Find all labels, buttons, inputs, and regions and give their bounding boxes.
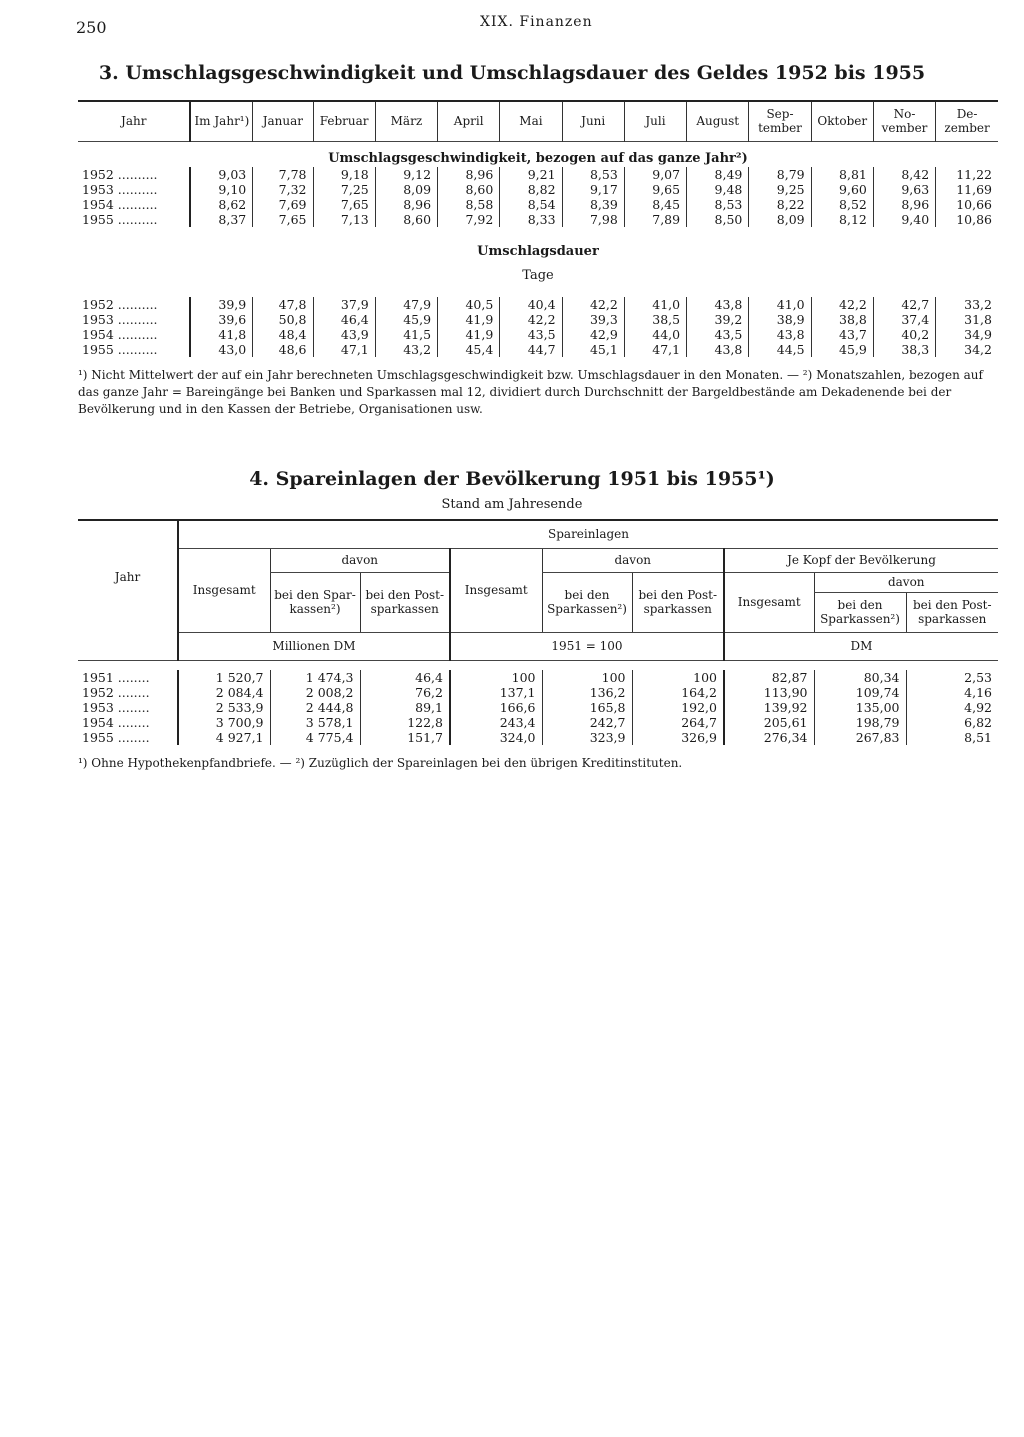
table-cell: 39,9 bbox=[190, 297, 252, 312]
table4-title: 4. Spareinlagen der Bevölkerung 1951 bis 1955¹) bbox=[249, 468, 775, 490]
table-cell: 100 bbox=[542, 670, 632, 685]
table4-header-sparkassen-2: bei den Sparkassen²) bbox=[542, 572, 632, 632]
table-cell: 38,5 bbox=[624, 312, 686, 327]
table-cell: 326,9 bbox=[632, 730, 724, 745]
table4-header-jahr: Jahr bbox=[114, 569, 141, 584]
row-year: 1952 .......... bbox=[82, 167, 158, 182]
table-cell: 166,6 bbox=[450, 700, 542, 715]
table-cell: 76,2 bbox=[360, 685, 450, 700]
row-year: 1951 ........ bbox=[82, 670, 150, 685]
table-cell: 44,0 bbox=[624, 327, 686, 342]
table-cell: 100 bbox=[632, 670, 724, 685]
table-row bbox=[78, 700, 998, 715]
table-cell: 8,96 bbox=[873, 197, 935, 212]
table-cell: 43,5 bbox=[687, 327, 749, 342]
row-year: 1952 .......... bbox=[82, 297, 158, 312]
table-cell: 9,18 bbox=[313, 167, 375, 182]
table3-header-8: Juli bbox=[624, 101, 686, 141]
table3-header-3: Februar bbox=[313, 101, 375, 141]
table-cell: 9,10 bbox=[190, 182, 252, 197]
table-cell: 43,8 bbox=[749, 327, 811, 342]
running-head: XIX. Finanzen bbox=[480, 14, 593, 30]
table-cell: 198,79 bbox=[814, 715, 906, 730]
table-cell: 10,86 bbox=[936, 212, 998, 227]
table-row bbox=[78, 342, 998, 357]
table-cell: 43,8 bbox=[687, 342, 749, 357]
table-row bbox=[78, 212, 998, 227]
table-cell: 48,4 bbox=[253, 327, 313, 342]
table-cell: 1 474,3 bbox=[270, 670, 360, 685]
table-cell: 8,53 bbox=[562, 167, 624, 182]
table-cell: 7,69 bbox=[253, 197, 313, 212]
table3-header-5: April bbox=[438, 101, 500, 141]
page-number: 250 bbox=[76, 18, 107, 37]
table-cell: 43,9 bbox=[313, 327, 375, 342]
table-cell: 324,0 bbox=[450, 730, 542, 745]
table-cell: 43,2 bbox=[375, 342, 437, 357]
table-cell: 38,8 bbox=[811, 312, 873, 327]
table3-header-12: No- vember bbox=[873, 101, 935, 141]
table-cell: 37,4 bbox=[873, 312, 935, 327]
table-cell: 8,39 bbox=[562, 197, 624, 212]
table-cell: 192,0 bbox=[632, 700, 724, 715]
table-cell: 43,7 bbox=[811, 327, 873, 342]
table3-section-speed: Umschlagsgeschwindigkeit, bezogen auf das ganze Jahr²) bbox=[328, 150, 748, 166]
table-cell: 80,34 bbox=[814, 670, 906, 685]
table-cell: 8,81 bbox=[811, 167, 873, 182]
table-cell: 7,92 bbox=[438, 212, 500, 227]
table-cell: 8,42 bbox=[873, 167, 935, 182]
table-cell: 9,03 bbox=[190, 167, 252, 182]
table-cell: 113,90 bbox=[724, 685, 814, 700]
table-cell: 47,9 bbox=[375, 297, 437, 312]
table4-header-insgesamt-3: Insgesamt bbox=[724, 572, 814, 632]
table-cell: 41,5 bbox=[375, 327, 437, 342]
table4-unit-index: 1951 = 100 bbox=[450, 632, 724, 660]
table-cell: 39,6 bbox=[190, 312, 252, 327]
row-year: 1952 ........ bbox=[82, 685, 150, 700]
table3-unit-days: Tage bbox=[522, 268, 554, 283]
row-year: 1954 .......... bbox=[82, 327, 158, 342]
table-row bbox=[78, 715, 998, 730]
table-cell: 40,2 bbox=[873, 327, 935, 342]
table-cell: 43,5 bbox=[500, 327, 562, 342]
table-cell: 4,16 bbox=[906, 685, 998, 700]
table-cell: 3 700,9 bbox=[178, 715, 270, 730]
table3 bbox=[78, 100, 998, 418]
table-cell: 8,45 bbox=[624, 197, 686, 212]
table3-title: 3. Umschlagsgeschwindigkeit und Umschlagsdauer des Geldes 1952 bis 1955 bbox=[98, 62, 926, 84]
table-cell: 2 084,4 bbox=[178, 685, 270, 700]
table-cell: 8,96 bbox=[438, 167, 500, 182]
table-cell: 39,3 bbox=[562, 312, 624, 327]
table-cell: 42,2 bbox=[500, 312, 562, 327]
table-cell: 45,9 bbox=[375, 312, 437, 327]
table-cell: 40,4 bbox=[500, 297, 562, 312]
table-cell: 48,6 bbox=[253, 342, 313, 357]
table-cell: 9,07 bbox=[624, 167, 686, 182]
table-cell: 45,4 bbox=[438, 342, 500, 357]
table4-header-post-2: bei den Post- sparkassen bbox=[632, 572, 724, 632]
table-cell: 43,8 bbox=[687, 297, 749, 312]
table-cell: 38,3 bbox=[873, 342, 935, 357]
table3-footnote: ¹) Nicht Mittelwert der auf ein Jahr berechneten Umschlagsgeschwindigkeit bzw. Umschlagsdauer in den Monaten. — ²) Monatszahlen, bezogen auf das ganze Jahr = Bareingänge bei Banken und Sparkassen mal 12, dividiert durch Durchschnitt der Bargeldbestände am Dekadenende bei der Bevölkerung und in den Kassen der Betriebe, Organisationen usw. bbox=[78, 368, 983, 416]
table-cell: 9,12 bbox=[375, 167, 437, 182]
row-year: 1955 .......... bbox=[82, 342, 158, 357]
table-row bbox=[78, 670, 998, 685]
table-cell: 9,60 bbox=[811, 182, 873, 197]
table-cell: 42,7 bbox=[873, 297, 935, 312]
table-cell: 4 775,4 bbox=[270, 730, 360, 745]
table-row bbox=[78, 197, 998, 212]
table-cell: 8,09 bbox=[375, 182, 437, 197]
table-cell: 38,9 bbox=[749, 312, 811, 327]
table-cell: 11,69 bbox=[936, 182, 998, 197]
table-cell: 46,4 bbox=[313, 312, 375, 327]
table-cell: 139,92 bbox=[724, 700, 814, 715]
table4-header-davon-3: davon bbox=[814, 572, 998, 592]
table3-header-11: Oktober bbox=[811, 101, 873, 141]
table-cell: 44,5 bbox=[749, 342, 811, 357]
table-cell: 9,17 bbox=[562, 182, 624, 197]
table-row bbox=[78, 167, 998, 182]
table3-header-2: Januar bbox=[253, 101, 313, 141]
row-year: 1955 .......... bbox=[82, 212, 158, 227]
table3-header-6: Mai bbox=[500, 101, 562, 141]
table-cell: 34,2 bbox=[936, 342, 998, 357]
table-cell: 2 008,2 bbox=[270, 685, 360, 700]
table4-header-sparkassen-3: bei den Sparkassen²) bbox=[814, 592, 906, 632]
table-cell: 3 578,1 bbox=[270, 715, 360, 730]
table-cell: 267,83 bbox=[814, 730, 906, 745]
table-cell: 122,8 bbox=[360, 715, 450, 730]
table-cell: 4 927,1 bbox=[178, 730, 270, 745]
table-cell: 7,13 bbox=[313, 212, 375, 227]
table-cell: 50,8 bbox=[253, 312, 313, 327]
row-year: 1955 ........ bbox=[82, 730, 150, 745]
table-row bbox=[78, 685, 998, 700]
table-cell: 8,60 bbox=[438, 182, 500, 197]
table-cell: 42,9 bbox=[562, 327, 624, 342]
table4 bbox=[78, 519, 998, 772]
table-cell: 45,9 bbox=[811, 342, 873, 357]
table-cell: 47,1 bbox=[313, 342, 375, 357]
table-cell: 39,2 bbox=[687, 312, 749, 327]
table-cell: 10,66 bbox=[936, 197, 998, 212]
row-year: 1954 .......... bbox=[82, 197, 158, 212]
table4-header-insgesamt-1: Insgesamt bbox=[178, 548, 270, 632]
table-cell: 205,61 bbox=[724, 715, 814, 730]
table-cell: 47,1 bbox=[624, 342, 686, 357]
table-cell: 8,49 bbox=[687, 167, 749, 182]
table-cell: 2 444,8 bbox=[270, 700, 360, 715]
table-cell: 31,8 bbox=[936, 312, 998, 327]
table-cell: 6,82 bbox=[906, 715, 998, 730]
table-cell: 264,7 bbox=[632, 715, 724, 730]
table-cell: 1 520,7 bbox=[178, 670, 270, 685]
table3-header-13: De- zember bbox=[936, 101, 998, 141]
table-cell: 135,00 bbox=[814, 700, 906, 715]
table-cell: 7,25 bbox=[313, 182, 375, 197]
table-cell: 7,32 bbox=[253, 182, 313, 197]
table-cell: 42,2 bbox=[811, 297, 873, 312]
table-row bbox=[78, 730, 998, 745]
table-cell: 276,34 bbox=[724, 730, 814, 745]
table-cell: 165,8 bbox=[542, 700, 632, 715]
table-cell: 37,9 bbox=[313, 297, 375, 312]
table-cell: 9,25 bbox=[749, 182, 811, 197]
table-cell: 82,87 bbox=[724, 670, 814, 685]
table-row bbox=[78, 312, 998, 327]
table-cell: 4,92 bbox=[906, 700, 998, 715]
table-cell: 34,9 bbox=[936, 327, 998, 342]
row-year: 1953 ........ bbox=[82, 700, 150, 715]
table-cell: 7,65 bbox=[313, 197, 375, 212]
table-cell: 8,52 bbox=[811, 197, 873, 212]
table-cell: 164,2 bbox=[632, 685, 724, 700]
table-cell: 7,78 bbox=[253, 167, 313, 182]
table-cell: 9,21 bbox=[500, 167, 562, 182]
table3-header-1: Im Jahr¹) bbox=[190, 101, 252, 141]
table3-grid bbox=[78, 100, 998, 357]
table4-footnote: ¹) Ohne Hypothekenpfandbriefe. — ²) Zuzüglich der Spareinlagen bei den übrigen Kreditinstituten. bbox=[78, 756, 683, 770]
table-cell: 8,50 bbox=[687, 212, 749, 227]
table4-header-post-1: bei den Post- sparkassen bbox=[360, 572, 450, 632]
table3-header-9: August bbox=[687, 101, 749, 141]
table-cell: 8,22 bbox=[749, 197, 811, 212]
table-cell: 41,9 bbox=[438, 327, 500, 342]
table-cell: 8,60 bbox=[375, 212, 437, 227]
table-cell: 323,9 bbox=[542, 730, 632, 745]
table-cell: 44,7 bbox=[500, 342, 562, 357]
table4-header-post-3: bei den Post- sparkassen bbox=[906, 592, 998, 632]
row-year: 1953 .......... bbox=[82, 182, 158, 197]
table-cell: 41,8 bbox=[190, 327, 252, 342]
table-cell: 8,37 bbox=[190, 212, 252, 227]
table-cell: 7,98 bbox=[562, 212, 624, 227]
table-cell: 40,5 bbox=[438, 297, 500, 312]
row-year: 1954 ........ bbox=[82, 715, 150, 730]
table-row bbox=[78, 327, 998, 342]
table4-grid bbox=[78, 519, 998, 745]
table-cell: 151,7 bbox=[360, 730, 450, 745]
table-cell: 136,2 bbox=[542, 685, 632, 700]
table4-header-jekopf: Je Kopf der Bevölkerung bbox=[724, 548, 998, 572]
row-year: 1953 .......... bbox=[82, 312, 158, 327]
table-row bbox=[78, 182, 998, 197]
table-row bbox=[78, 297, 998, 312]
table-cell: 109,74 bbox=[814, 685, 906, 700]
table4-unit-mio: Millionen DM bbox=[178, 632, 450, 660]
table-cell: 8,53 bbox=[687, 197, 749, 212]
table-cell: 243,4 bbox=[450, 715, 542, 730]
table-cell: 9,63 bbox=[873, 182, 935, 197]
table-cell: 8,96 bbox=[375, 197, 437, 212]
table-cell: 242,7 bbox=[542, 715, 632, 730]
table-cell: 41,0 bbox=[749, 297, 811, 312]
table-cell: 2 533,9 bbox=[178, 700, 270, 715]
table4-header-insgesamt-2: Insgesamt bbox=[450, 548, 542, 632]
table-cell: 100 bbox=[450, 670, 542, 685]
table-cell: 2,53 bbox=[906, 670, 998, 685]
table4-header-davon-1: davon bbox=[270, 548, 450, 572]
table-cell: 47,8 bbox=[253, 297, 313, 312]
table3-header-0: Jahr bbox=[121, 114, 147, 129]
table-cell: 7,89 bbox=[624, 212, 686, 227]
table-cell: 7,65 bbox=[253, 212, 313, 227]
table4-unit-dm: DM bbox=[724, 632, 998, 660]
table-cell: 46,4 bbox=[360, 670, 450, 685]
table3-header-7: Juni bbox=[562, 101, 624, 141]
table-cell: 8,58 bbox=[438, 197, 500, 212]
table3-header-10: Sep- tember bbox=[749, 101, 811, 141]
table4-header-sparkassen-1: bei den Spar- kassen²) bbox=[270, 572, 360, 632]
table3-section-duration: Umschlagsdauer bbox=[477, 244, 599, 259]
table4-header-davon-2: davon bbox=[542, 548, 724, 572]
table-cell: 89,1 bbox=[360, 700, 450, 715]
table-cell: 8,54 bbox=[500, 197, 562, 212]
table-cell: 9,65 bbox=[624, 182, 686, 197]
table-cell: 8,82 bbox=[500, 182, 562, 197]
table-cell: 41,9 bbox=[438, 312, 500, 327]
table4-subtitle: Stand am Jahresende bbox=[441, 497, 583, 512]
table-cell: 42,2 bbox=[562, 297, 624, 312]
table-cell: 41,0 bbox=[624, 297, 686, 312]
table-cell: 8,12 bbox=[811, 212, 873, 227]
table-cell: 8,33 bbox=[500, 212, 562, 227]
table3-header-4: März bbox=[375, 101, 437, 141]
table-cell: 9,48 bbox=[687, 182, 749, 197]
table-cell: 9,40 bbox=[873, 212, 935, 227]
table-cell: 8,62 bbox=[190, 197, 252, 212]
table-cell: 45,1 bbox=[562, 342, 624, 357]
table-cell: 8,51 bbox=[906, 730, 998, 745]
table-cell: 33,2 bbox=[936, 297, 998, 312]
table-cell: 8,79 bbox=[749, 167, 811, 182]
table-cell: 43,0 bbox=[190, 342, 252, 357]
table-cell: 137,1 bbox=[450, 685, 542, 700]
table4-header-spareinlagen: Spareinlagen bbox=[178, 520, 998, 548]
table-cell: 11,22 bbox=[936, 167, 998, 182]
table-cell: 8,09 bbox=[749, 212, 811, 227]
